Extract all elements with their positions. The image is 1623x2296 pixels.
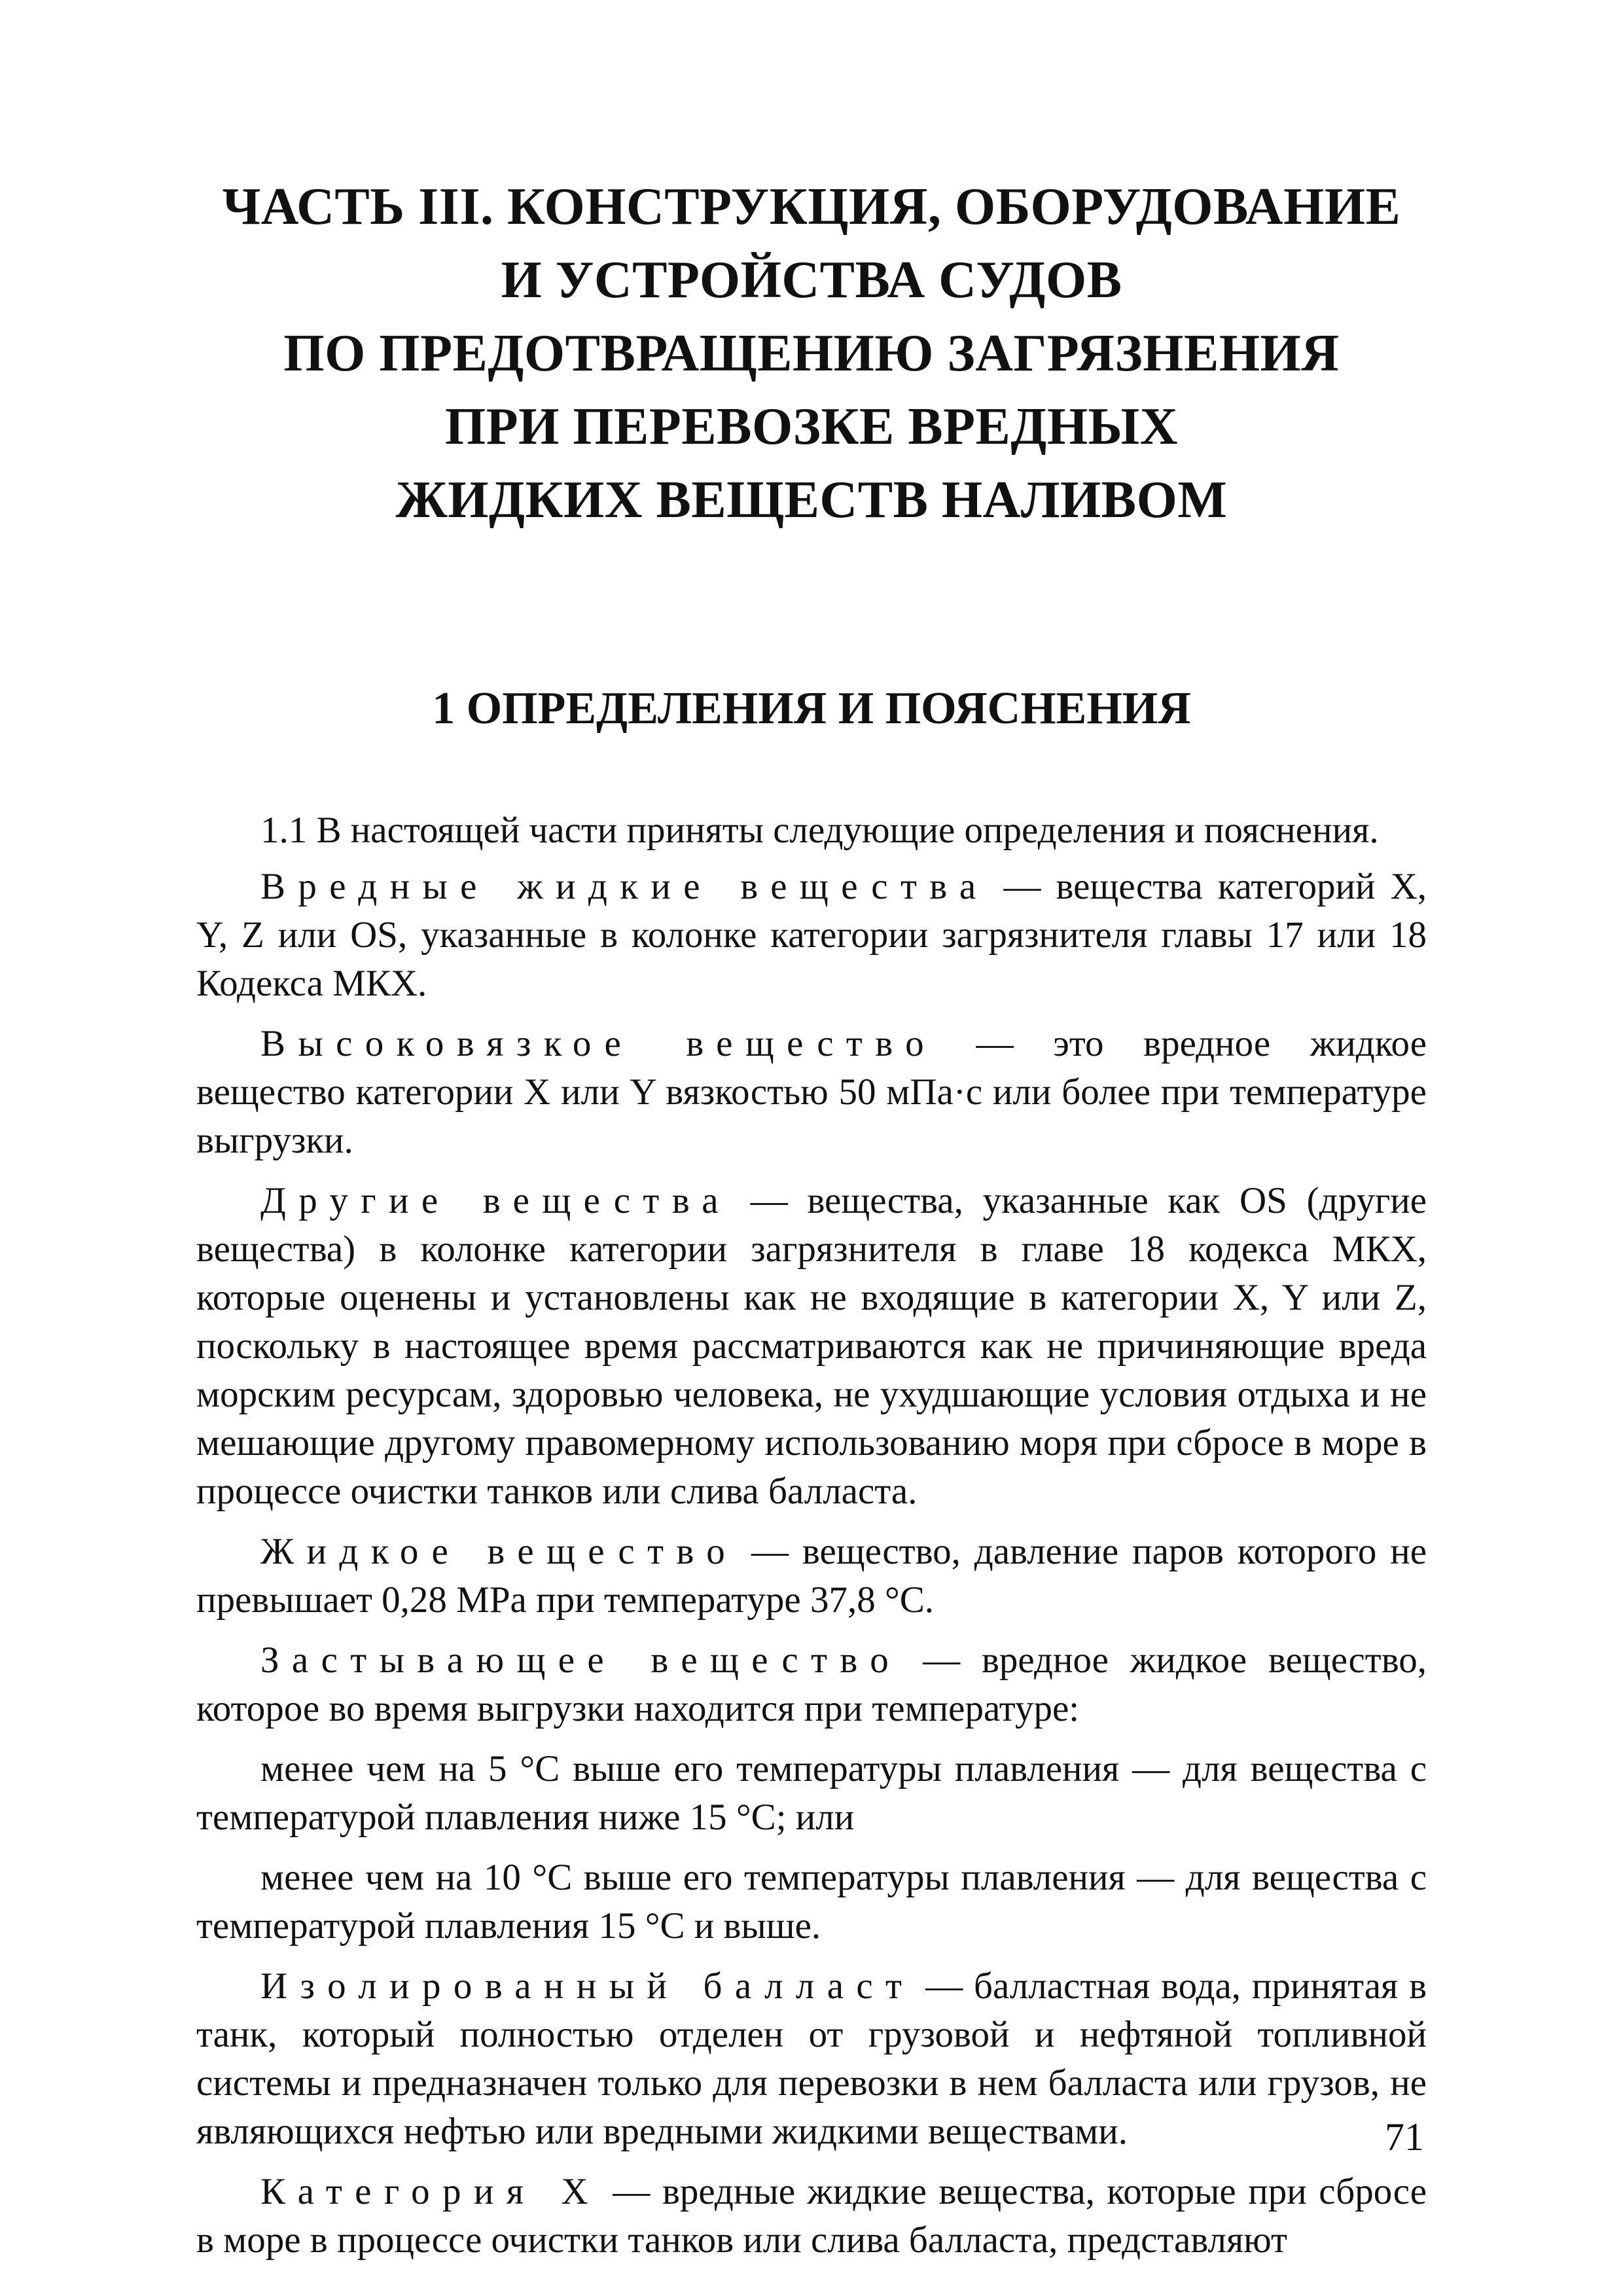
definition-text: — вещество, давление паров которого не превышает 0,28 MPa при температуре 37,8 °С. xyxy=(196,1531,1427,1621)
definition-text: менее чем на 5 °С выше его температуры плавления — для вещества с температурой плавления ниже 15 °С; или xyxy=(196,1748,1427,1838)
page-number: 71 xyxy=(1385,2115,1424,2159)
definition-subitem xyxy=(196,1745,1427,1842)
part-title-line: ЧАСТЬ III. КОНСТРУКЦИЯ, ОБОРУДОВАНИЕ xyxy=(222,178,1401,236)
definition-term: Застывающее вещество xyxy=(260,1640,902,1681)
part-title xyxy=(196,170,1427,537)
definition-term: Вредные жидкие вещества xyxy=(260,866,989,907)
definition-paragraph xyxy=(196,863,1427,1008)
definition-text: — это вредное жидкое вещество категории X или Y вязкостью 50 мПа·с или более при температуре выгрузки. xyxy=(196,1023,1427,1161)
part-title-line: ПО ПРЕДОТВРАЩЕНИЮ ЗАГРЯЗНЕНИЯ xyxy=(283,325,1340,382)
part-title-line: ПРИ ПЕРЕВОЗКЕ ВРЕДНЫХ xyxy=(445,398,1178,456)
part-title-line: ЖИДКИХ ВЕЩЕСТВ НАЛИВОМ xyxy=(395,471,1228,529)
clause-number: 1.1 xyxy=(260,810,308,851)
definition-paragraph xyxy=(196,1962,1427,2156)
definition-paragraph xyxy=(196,1177,1427,1516)
definition-term: Изолированный балласт xyxy=(260,1965,915,2007)
definition-subitem xyxy=(196,1854,1427,1950)
part-title-line: И УСТРОЙСТВА СУДОВ xyxy=(501,251,1122,309)
section-title: 1 ОПРЕДЕЛЕНИЯ И ПОЯСНЕНИЯ xyxy=(432,683,1191,734)
definition-paragraph xyxy=(196,1020,1427,1165)
definition-text: — вредные жидкие вещества, которые при сбросе в море в процессе очистки танков или слива балласта, представляют xyxy=(196,2171,1427,2261)
definition-text: — вредное жидкое вещество, которое во время выгрузки находится при температуре: xyxy=(196,1640,1427,1729)
intro-paragraph xyxy=(196,806,1427,855)
definition-paragraph xyxy=(196,1636,1427,1733)
definition-term: Другие вещества xyxy=(260,1180,731,1221)
definition-term: Высоковязкое вещество xyxy=(260,1023,936,1064)
definition-text: — вещества категорий X, Y, Z или OS, указанные в колонке категории загрязнителя главы 17 или 18 Кодекса МКХ. xyxy=(196,866,1427,1004)
definition-text: — вещества, указанные как OS (другие вещества) в колонке категории загрязнителя в главе 18 кодекса МКХ, которые оценены и установлены как не входящие в категории X, Y или Z, поскольку в настоящее время рассматриваются как не причиняющие вреда морским ресурсам, здоровью человека, не ухудшающие условия отдыха и не мешающие другому правомерному использованию моря при сбросе в море в процессе очистки танков или слива балласта. xyxy=(196,1180,1427,1512)
definition-term: Категория X xyxy=(260,2171,601,2212)
definition-paragraph xyxy=(196,1528,1427,1624)
definition-text: менее чем на 10 °С выше его температуры плавления — для вещества с температурой плавления 15 °С и выше. xyxy=(196,1857,1427,1946)
definition-paragraph xyxy=(196,2168,1427,2265)
definition-term: Жидкое вещество xyxy=(260,1531,738,1572)
document-page xyxy=(196,170,1427,2261)
definition-text: — балластная вода, принятая в танк, который полностью отделен от грузовой и нефтяной топливной системы и предназначен только для перевозки в нем балласта или грузов, не являющихся нефтью или вредными жидкими веществами. xyxy=(196,1965,1427,2152)
intro-text: В настоящей части приняты следующие определения и пояснения. xyxy=(307,810,1379,851)
body-text xyxy=(196,806,1427,2265)
